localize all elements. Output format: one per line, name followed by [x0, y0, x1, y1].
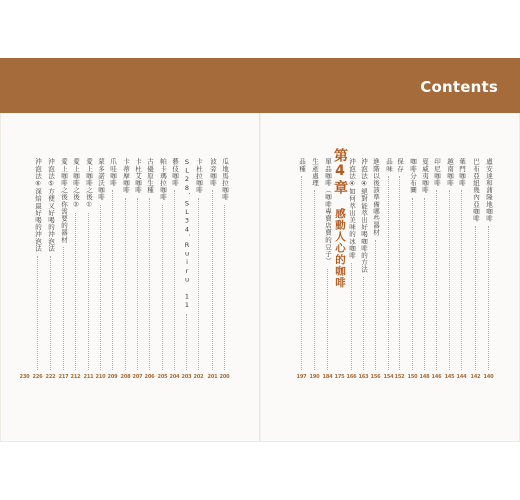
toc-entry[interactable] [207, 158, 218, 384]
toc-leader-dots [327, 269, 328, 371]
toc-page-number: 217 [58, 374, 69, 380]
toc-entry[interactable] [483, 158, 494, 384]
toc-entry-text: 越南咖啡 [446, 158, 454, 187]
toc-page-number: 226 [32, 374, 43, 380]
chapter-title: 感動人心的咖啡 [334, 208, 346, 289]
toc-leader-dots [137, 198, 138, 371]
toc-leader-dots [149, 198, 150, 371]
toc-page-number: 230 [19, 374, 30, 380]
toc-entry-text: 卡杜拉咖啡 [195, 158, 203, 194]
toc-entry[interactable] [120, 158, 131, 384]
toc-leader-dots [436, 190, 437, 370]
toc-entry[interactable] [95, 158, 106, 384]
toc-entry-text: 蒙多諾沃咖啡 [97, 158, 105, 201]
toc-entry[interactable] [456, 158, 467, 384]
toc-entry[interactable] [169, 158, 180, 384]
toc-entry-text: 愛上咖啡之後你需要的器材 [60, 158, 68, 244]
contents-title: Contents [420, 78, 498, 96]
toc-entry-text: 品味 [385, 158, 393, 173]
toc-entry[interactable] [419, 158, 430, 384]
toc-entry[interactable] [45, 158, 56, 384]
toc-entry-text: 保存 [396, 158, 404, 173]
toc-entry-text: 帕卡瑪拉咖啡 [159, 158, 167, 201]
book-fold [259, 58, 261, 442]
toc-leader-dots [488, 226, 489, 370]
toc-leader-dots [301, 176, 302, 370]
toc-entry[interactable] [83, 158, 94, 384]
toc-leader-dots [162, 205, 163, 370]
toc-entry-text: SL28．SL34．Ruiru 11 [183, 158, 191, 310]
toc-entry[interactable] [107, 158, 118, 384]
toc-leader-dots [125, 198, 126, 371]
toc-entry-text: 沖泡法④絕對能萃出好喝咖啡的方法 [360, 158, 368, 274]
toc-leader-dots [424, 198, 425, 371]
toc-page-number: 163 [358, 374, 369, 380]
toc-leader-dots [314, 190, 315, 370]
toc-page-number: 207 [132, 374, 143, 380]
toc-entry-text: 沖泡法⑤方便又好喝的沖泡法 [47, 158, 55, 252]
toc-entry[interactable] [431, 158, 442, 384]
toc-page-number: 166 [346, 374, 357, 380]
toc-leader-dots [224, 205, 225, 370]
chapter-heading [332, 148, 348, 289]
toc-entry[interactable] [157, 158, 168, 384]
toc-page-number: 208 [120, 374, 131, 380]
toc-page-number: 146 [431, 374, 442, 380]
toc-leader-dots [37, 256, 38, 370]
toc-page-number: 142 [470, 374, 481, 380]
toc-entry[interactable] [70, 158, 81, 384]
toc-page-number: 190 [309, 374, 320, 380]
toc-entry[interactable] [144, 158, 155, 384]
toc-leader-dots [50, 256, 51, 370]
toc-entry-text: 沖泡法⑥深焙最好喝的沖泡法 [34, 158, 42, 252]
toc-page-number: 145 [444, 374, 455, 380]
toc-entry[interactable] [358, 158, 369, 384]
toc-entry-text: 爪哇咖啡 [109, 158, 117, 187]
toc-entry-text: 巴布亞紐幾內亞咖啡 [472, 158, 480, 222]
toc-leader-dots [63, 247, 64, 370]
toc-entry[interactable] [407, 158, 418, 384]
toc-page-number: 205 [157, 374, 168, 380]
toc-page-number: 212 [70, 374, 81, 380]
toc-leader-dots [449, 190, 450, 370]
toc-entry[interactable] [383, 158, 394, 384]
toc-entry-text: 卡蒂摩咖啡 [122, 158, 130, 194]
toc-leader-dots [351, 263, 352, 370]
toc-entry-text: 單品咖啡（咖啡專賣店賣的豆子） [324, 158, 332, 265]
toc-entry[interactable] [296, 158, 307, 384]
chapter-number: 第4章 [332, 148, 348, 195]
toc-leader-dots [186, 314, 187, 370]
toc-entry[interactable] [132, 158, 143, 384]
toc-leader-dots [88, 213, 89, 370]
toc-entry-text: 愛上咖啡之後② [72, 158, 80, 210]
toc-page-number: 184 [322, 374, 333, 380]
toc-page-number: 202 [193, 374, 204, 380]
toc-page-number: 204 [169, 374, 180, 380]
toc-page-number: 156 [370, 374, 381, 380]
toc-leader-dots [461, 190, 462, 370]
toc-leader-dots [412, 198, 413, 371]
toc-entry-text: 藝伎咖啡 [171, 158, 179, 187]
toc-page-number: 152 [394, 374, 405, 380]
toc-leader-dots [75, 213, 76, 370]
toc-leader-dots [388, 176, 389, 370]
toc-page-number: 200 [219, 374, 230, 380]
toc-page-number: 201 [207, 374, 218, 380]
toc-entry-text: 盧安達和蒲隆地咖啡 [485, 158, 493, 222]
toc-entry-text: 生產處理 [311, 158, 319, 187]
toc-entry-text: 夏威夷咖啡 [421, 158, 429, 194]
toc-page-number: 211 [83, 374, 94, 380]
toc-page-number: 206 [144, 374, 155, 380]
toc-page-number: 203 [181, 374, 192, 380]
toc-page-number: 148 [419, 374, 430, 380]
toc-entry[interactable] [19, 158, 30, 384]
toc-page-number: 144 [456, 374, 467, 380]
toc-entry[interactable] [444, 158, 455, 384]
toc-leader-dots [198, 198, 199, 371]
toc-page-number: 140 [483, 374, 494, 380]
toc-entry-text: 卡杜艾咖啡 [134, 158, 142, 194]
toc-leader-dots [174, 190, 175, 370]
toc-entry-text: 品種 [298, 158, 306, 173]
toc-entry-text: 咖啡分布圖 [409, 158, 417, 194]
toc-entry[interactable] [32, 158, 43, 384]
toc-leader-dots [375, 240, 376, 370]
toc-entry[interactable] [309, 158, 320, 384]
toc-entry[interactable] [394, 158, 405, 384]
toc-leader-dots [212, 190, 213, 370]
toc-page-number: 150 [407, 374, 418, 380]
toc-page-number: 197 [296, 374, 307, 380]
toc-entry-text: 印尼咖啡 [433, 158, 441, 187]
toc-leader-dots [475, 226, 476, 370]
toc-entry-text: 愛上咖啡之後① [85, 158, 93, 210]
toc-page-number: 209 [107, 374, 118, 380]
toc-page-number: 175 [334, 374, 345, 380]
toc-entry[interactable] [470, 158, 481, 384]
toc-page-number: 210 [95, 374, 106, 380]
toc-entry[interactable] [181, 158, 192, 384]
toc-entry[interactable] [219, 158, 230, 384]
toc-entry-text: 瓜地馬拉咖啡 [221, 158, 229, 201]
toc-leader-dots [100, 205, 101, 370]
toc-entry-text: 葉門咖啡 [458, 158, 466, 187]
toc-entry-text: 波旁咖啡 [209, 158, 217, 187]
toc-entry[interactable] [193, 158, 204, 384]
toc-entry[interactable] [370, 158, 381, 384]
toc-page-number: 154 [383, 374, 394, 380]
toc-entry-text: 古優原生種 [146, 158, 154, 194]
toc-leader-dots [112, 190, 113, 370]
toc-entry-text: 沖泡法④如何萃出美味的冰咖啡 [348, 158, 356, 259]
toc-entry-text: 進階以後該準備哪些器材 [372, 158, 380, 237]
toc-leader-dots [399, 176, 400, 370]
toc-entry[interactable] [58, 158, 69, 384]
toc-page-number: 222 [45, 374, 56, 380]
toc-leader-dots [363, 277, 364, 370]
